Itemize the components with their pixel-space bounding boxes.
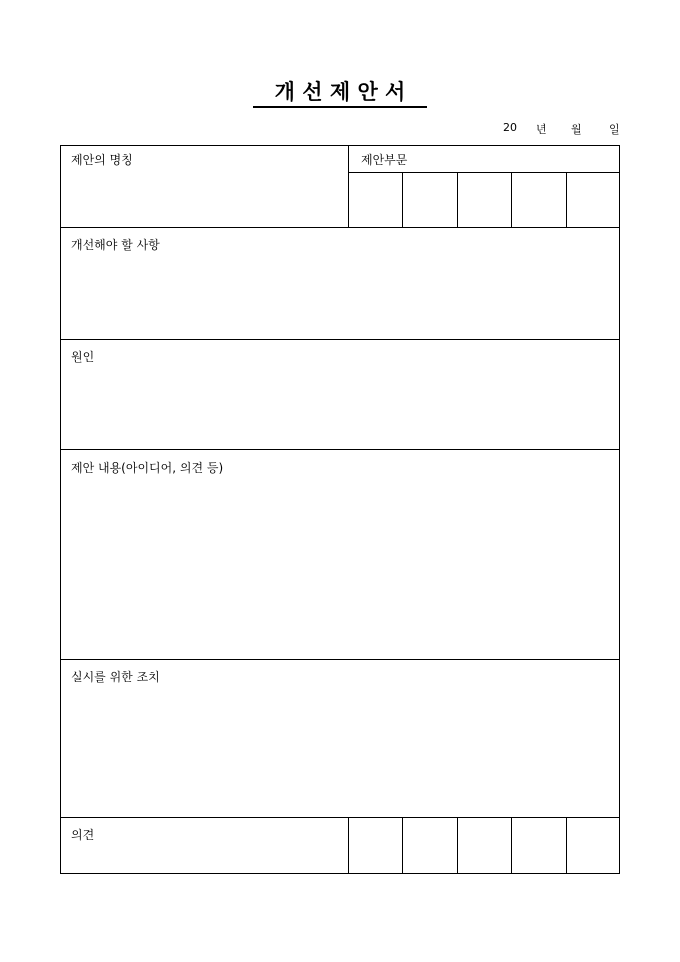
department-cell-2[interactable] [403, 173, 457, 227]
proposal-name-field[interactable] [61, 170, 347, 226]
date-day-unit: 일 [609, 123, 620, 136]
implementation-measures-label: 실시를 위한 조치 [71, 670, 160, 684]
date-year-prefix: 20 [503, 121, 517, 134]
proposal-content-field[interactable] [61, 479, 619, 658]
opinion-cell-2[interactable] [403, 818, 457, 873]
cause-label: 원인 [71, 350, 95, 364]
opinion-label: 의견 [71, 828, 95, 842]
row-divider-1 [60, 227, 620, 228]
opinion-cell-1[interactable] [349, 818, 402, 873]
row-divider-4 [60, 659, 620, 660]
opinion-cell-5[interactable] [567, 818, 619, 873]
opinion-cell-3[interactable] [458, 818, 511, 873]
proposing-department-label: 제안부문 [361, 153, 408, 167]
improvement-items-field[interactable] [61, 256, 619, 338]
department-cell-5[interactable] [567, 173, 619, 227]
proposal-name-label: 제안의 명칭 [71, 153, 133, 167]
department-cell-1[interactable] [349, 173, 402, 227]
title-underline [253, 106, 427, 108]
improvement-items-label: 개선해야 할 사항 [71, 238, 160, 252]
row-divider-3 [60, 449, 620, 450]
date-year-unit: 년 [536, 123, 547, 136]
department-cell-4[interactable] [512, 173, 566, 227]
implementation-measures-field[interactable] [61, 688, 619, 816]
date-month-unit: 월 [571, 123, 582, 136]
row-divider-2 [60, 339, 620, 340]
proposal-content-label: 제안 내용(아이디어, 의견 등) [71, 461, 224, 475]
opinion-field[interactable] [61, 846, 347, 873]
document-title: 개 선 제 안 서 [274, 79, 406, 104]
opinion-cell-4[interactable] [512, 818, 566, 873]
cause-field[interactable] [61, 368, 619, 448]
department-cell-3[interactable] [458, 173, 511, 227]
